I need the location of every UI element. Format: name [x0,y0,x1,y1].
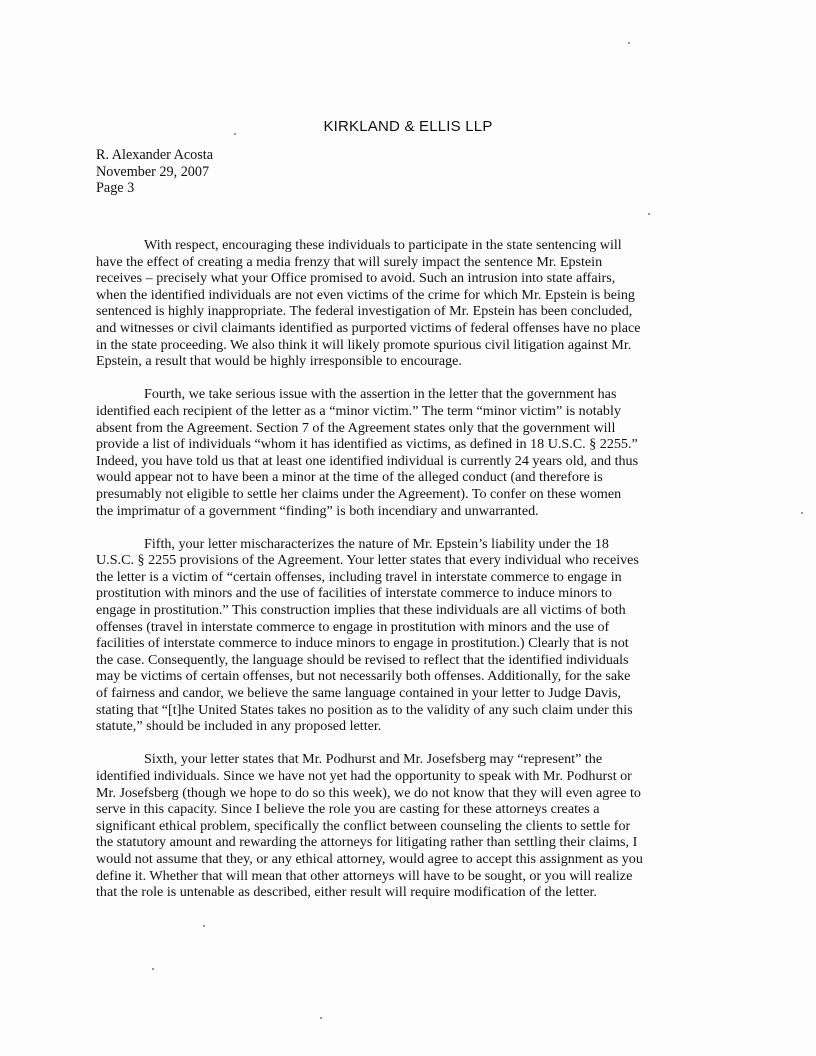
scan-speck [203,925,205,927]
paragraph-3 [96,536,714,735]
paragraph-line: prostitution with minors and the use of facilities of interstate commerce to induce minors to [96,585,612,602]
paragraph-line: may be victims of certain offenses, but not necessarily both offenses. Additionally, for the sake [96,668,631,685]
paragraph-line: offenses (travel in interstate commerce to engage in prostitution with minors and the use of [96,618,610,635]
paragraph-line: Sixth, your letter states that Mr. Podhurst and Mr. Josefsberg may “represent” the [144,751,603,768]
paragraph-line: that the role is untenable as described, either result will require modification of the letter. [96,884,597,901]
paragraph-line: the letter is a victim of “certain offenses, including travel in interstate commerce to engage in [96,568,622,585]
paragraph-line: Epstein, a result that would be highly irresponsible to encourage. [96,353,462,370]
recipient-block [96,147,213,197]
page-number: Page 3 [96,180,135,196]
paragraph-line: the statutory amount and rewarding the attorneys for litigating rather than settling their claims, I [96,834,638,851]
paragraph-line: receives – precisely what your Office promised to avoid. Such an intrusion into state affairs, [96,270,616,287]
paragraph-line: U.S.C. § 2255 provisions of the Agreement. Your letter states that every individual who receives [96,552,639,569]
scan-speck [628,42,630,44]
paragraph-line: engage in prostitution.” This construction implies that these individuals are all victims of both [96,602,626,619]
scan-speck [801,512,803,514]
paragraph-line: would appear not to have been a minor at the time of the alleged conduct (and therefore is [96,469,603,486]
paragraph-line: Mr. Josefsberg (though we hope to do so this week), we do not know that they will even agree to [96,784,641,801]
scan-speck [234,133,236,135]
paragraph-line: identified each recipient of the letter as a “minor victim.” The term “minor victim” is notably [96,402,621,419]
paragraph-line: sentenced is highly inappropriate. The federal investigation of Mr. Epstein has been concluded, [96,303,633,320]
letter-body [96,237,714,917]
paragraph-4 [96,751,714,900]
paragraph-line: Indeed, you have told us that at least one identified individual is currently 24 years old, and thus [96,452,639,469]
paragraph-line: facilities of interstate commerce to induce minors to engage in prostitution.) Clearly that is not [96,635,629,652]
paragraph-line: Fourth, we take serious issue with the assertion in the letter that the government has [144,386,617,403]
paragraph-line: provide a list of individuals “whom it has identified as victims, as defined in 18 U.S.C. § 2255.” [96,436,638,453]
paragraph-line: of fairness and candor, we believe the same language contained in your letter to Judge Davis, [96,685,622,702]
scan-speck [648,213,650,215]
paragraph-1 [96,237,714,370]
paragraph-line: identified individuals. Since we have not yet had the opportunity to speak with Mr. Podhurst or [96,768,632,784]
letter-date: November 29, 2007 [96,163,210,180]
scan-speck [320,1017,322,1019]
paragraph-line: in the state proceeding. We also think it will likely promote spurious civil litigation against Mr. [96,336,632,353]
paragraph-line: Fifth, your letter mischaracterizes the nature of Mr. Epstein’s liability under the 18 [144,535,609,552]
recipient-name: R. Alexander Acosta [96,147,214,163]
paragraph-line: statute,” should be included in any proposed letter. [96,718,382,735]
paragraph-line: and witnesses or civil claimants identified as purported victims of federal offenses have no place [96,319,641,336]
paragraph-line: stating that “[t]he United States takes no position as to the validity of any such claim under this [96,701,633,718]
paragraph-line: the case. Consequently, the language should be revised to reflect that the identified individuals [96,651,629,668]
paragraph-line: significant ethical problem, specifically the conflict between counseling the clients to settle for [96,817,631,834]
paragraph-line: absent from the Agreement. Section 7 of the Agreement states only that the government will [96,419,616,436]
paragraph-line: presumably not eligible to settle her claims under the Agreement). To confer on these women [96,485,622,502]
paragraph-line: have the effect of creating a media frenzy that will surely impact the sentence Mr. Epstein [96,253,603,270]
paragraph-line: serve in this capacity. Since I believe the role you are casting for these attorneys creates a [96,801,600,818]
scan-speck [152,968,154,970]
paragraph-line: would not assume that they, or any ethical attorney, would agree to accept this assignment as you [96,850,643,867]
paragraph-2 [96,386,714,519]
letterhead-firm-name: KIRKLAND & ELLIS LLP [323,118,493,135]
paragraph-line: the imprimatur of a government “finding” is both incendiary and unwarranted. [96,502,539,519]
paragraph-line: With respect, encouraging these individuals to participate in the state sentencing will [144,237,622,253]
paragraph-line: when the identified individuals are not even victims of the crime for which Mr. Epstein is being [96,286,635,303]
paragraph-line: define it. Whether that will mean that other attorneys will have to be sought, or you will realize [96,867,633,884]
